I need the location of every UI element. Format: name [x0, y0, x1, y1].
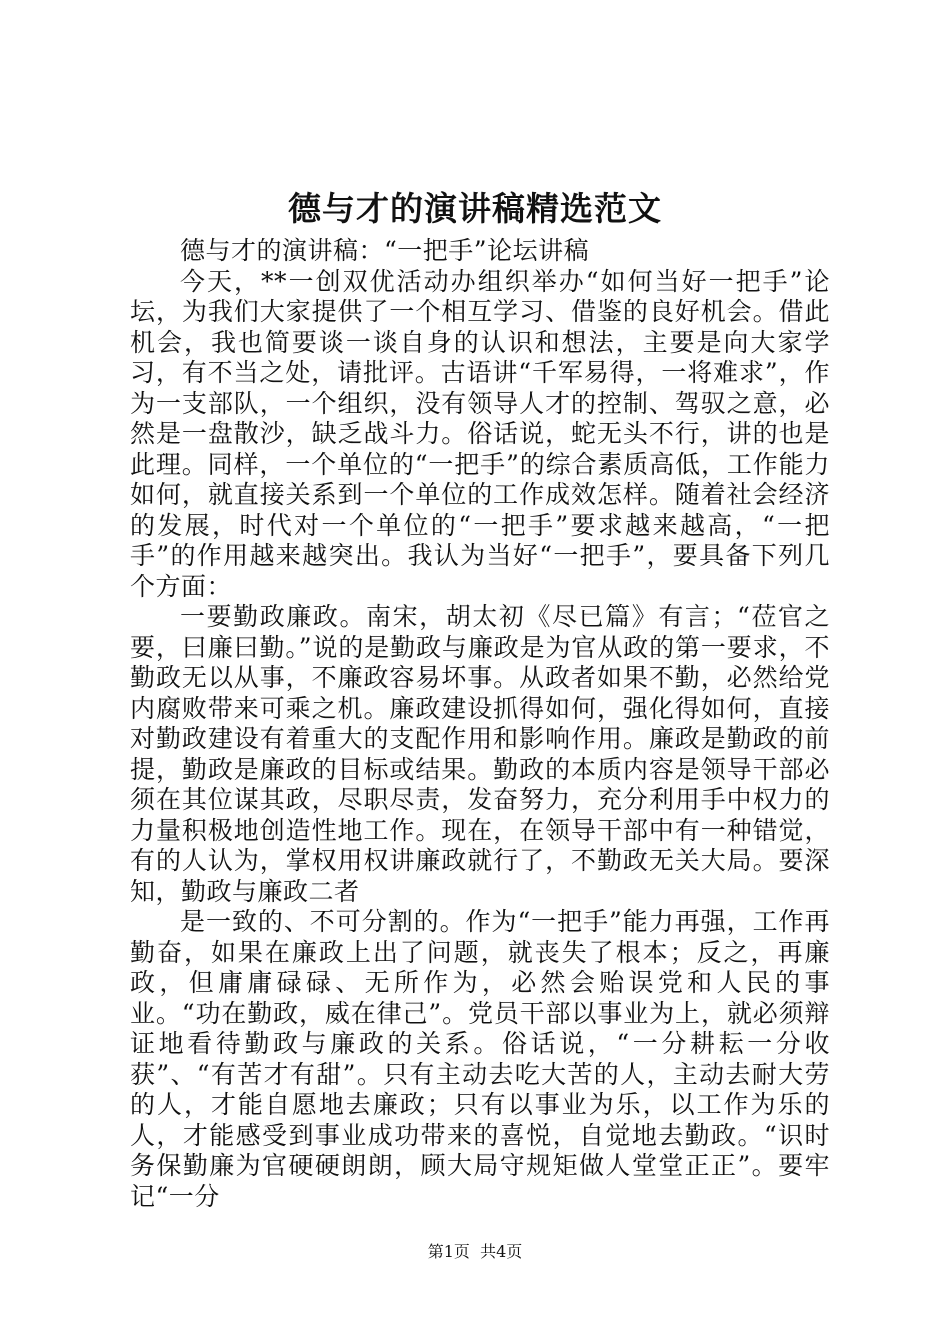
paragraph-point-one: 一要勤政廉政。南宋，胡太初《尽已篇》有言；“莅官之要，曰廉曰勤。”说的是勤政与廉政是为官从政的第一要求，不勤政无以从事，不廉政容易坏事。从政者如果不勤，必然给党内腐败带来可乘之机。廉政建设抓得如何，强化得如何，直接对勤政建设有着重大的支配作用和影响作用。廉政是勤政的前提，勤政是廉政的目标或结果。勤政的本质内容是领导干部必须在其位谋其政，尽职尽责，发奋努力，充分利用手中权力的力量积极地创造性地工作。现在，在领导干部中有一种错觉，有的人认为，掌权用权讲廉政就行了，不勤政无关大局。要深知，勤政与廉政二者	[130, 602, 830, 906]
paragraph-continuation: 是一致的、不可分割的。作为“一把手”能力再强，工作再勤奋，如果在廉政上出了问题，就丧失了根本；反之，再廉政，但庸庸碌碌、无所作为，必然会贻误党和人民的事业。“功在勤政，威在律己”。党员干部以事业为上，就必须辩证地看待勤政与廉政的关系。俗话说，“一分耕耘一分收获”、“有苦才有甜”。只有主动去吃大苦的人，主动去耐大劳的人，才能自愿地去廉政；只有以事业为乐，以工作为乐的人，才能感受到事业成功带来的喜悦，自觉地去勤政。“识时务保勤廉为官硬硬朗朗，顾大局守规矩做人堂堂正正”。要牢记“一分	[130, 907, 830, 1211]
footer-spacer	[470, 1242, 480, 1261]
page-number-total: 共4页	[480, 1242, 523, 1261]
page-number-current: 第1页	[427, 1242, 470, 1261]
document-body	[130, 236, 830, 1212]
paragraph-subtitle: 德与才的演讲稿：“一把手”论坛讲稿	[180, 236, 590, 265]
document-title: 德与才的演讲稿精选范文	[288, 189, 662, 228]
paragraph-intro: 今天，**一创双优活动办组织举办“如何当好一把手”论坛，为我们大家提供了一个相互学习、借鉴的良好机会。借此机会，我也简要谈一谈自身的认识和想法，主要是向大家学习，有不当之处，请批评。古语讲“千军易得，一将难求”，作为一支部队，一个组织，没有领导人才的控制、驾驭之意，必然是一盘散沙，缺乏战斗力。俗话说，蛇无头不行，讲的也是此理。同样，一个单位的“一把手”的综合素质高低，工作能力如何，就直接关系到一个单位的工作成效怎样。随着社会经济的发展，时代对一个单位的“一把手”要求越来越高，“一把手”的作用越来越突出。我认为当好“一把手”，要具备下列几个方面：	[130, 266, 830, 601]
page-footer	[0, 1240, 950, 1264]
